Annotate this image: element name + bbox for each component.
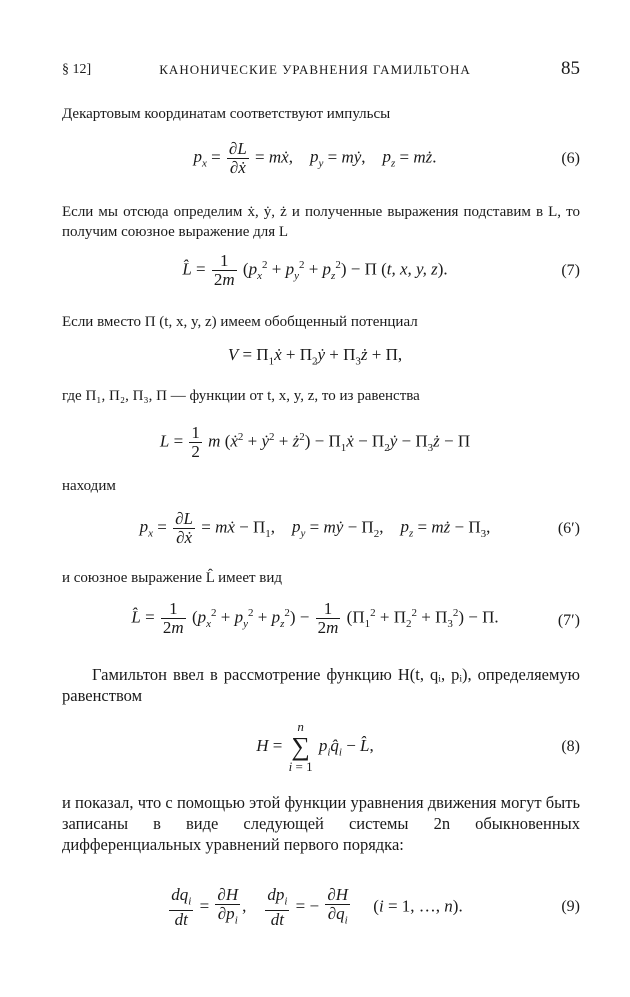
equation-8: H = n ∑ i = 1 $p_iq̂_i$ − L̂, [256,719,374,774]
eq-number-6: (6) [561,150,580,167]
equation-6-prime: $p_x$ = $\frac{\partial L}{\text{∂ẋ}}$ = mẋ − $П_1$, $p_y$ = mẏ − $П_2$, $p_z$ = mż − $П_3$, [139,509,491,547]
paragraph-4: где П₁, П₂, П₃, П — функции от t, x, y, z, то из равенства [62,388,420,404]
equation-7-prime: L̂ = $\frac{1}{2m}$ $(p_x^2 + p_y^2 + p_z^2)$ − $\frac{1}{2m}$ $(П_1^2 + П_2^2 + П_3^2) - П$. [131,599,499,637]
paragraph-2: Если мы отсюда определим ẋ, ẏ, ż и полученные выражения подставим в L, то получим союзное выражение для L [62,204,580,240]
paragraph-5: находим [62,478,116,494]
paragraph-6: и союзное выражение L̂ имеет вид [62,570,283,586]
equation-9: $\frac{dq_i}{dt}$ = $\frac{\partial H}{\partial p_i}$ , $\frac{dp_i}{dt}$ = − $\frac{\partial H}{\partial q_i}$ (i = 1, …, n). [171,885,463,930]
equation-potential: $V = П_1ẋ$ + $П_2ẏ$ + $П_3ż + П$, [227,345,403,368]
eq-number-8: (8) [561,738,580,755]
paragraph-3: Если вместо П (t, x, y, z) имеем обобщенный потенциал [62,314,418,330]
paragraph-8: и показал, что с помощью этой функции уравнения движения могут быть записаны в виде следующей системы 2n обыкновенных дифференциальных уравнений первого порядка: [62,793,580,854]
equation-6: $p_x$ = $\frac{\partial L}{\text{∂ẋ}}$ = mẋ, $p_y$ = mẏ, $p_z$ = mż. [193,139,437,177]
paragraph-7: Гамильтон ввел в рассмотрение функцию H(t, qᵢ, pᵢ), определяемую равенством [62,665,580,705]
running-title: КАНОНИЧЕСКИЕ УРАВНЕНИЯ ГАМИЛЬТОНА [159,62,471,77]
page-number: 85 [561,58,580,79]
paragraph-1: Декартовым координатам соответствуют импульсы [62,106,391,122]
equation-lagrangian: L = $\frac{1}{2}$ m (ẋ$^2$ + ẏ$^2$ + $ż^2$) − $П_1ẋ$ − $П_2ẏ$ − $П_3ż - П$ [159,423,471,461]
eq-number-7: (7) [561,262,580,279]
equation-7: L̂ = $\frac{1}{2m}$ $(p_x^2 + p_y^2 + p_z^2) - П$ (t, x, y, z). [182,251,448,289]
eq-number-7-prime: (7′) [557,612,580,629]
eq-number-9: (9) [561,898,580,915]
eq-number-6-prime: (6′) [557,520,580,537]
section-ref: § 12] [62,62,92,77]
